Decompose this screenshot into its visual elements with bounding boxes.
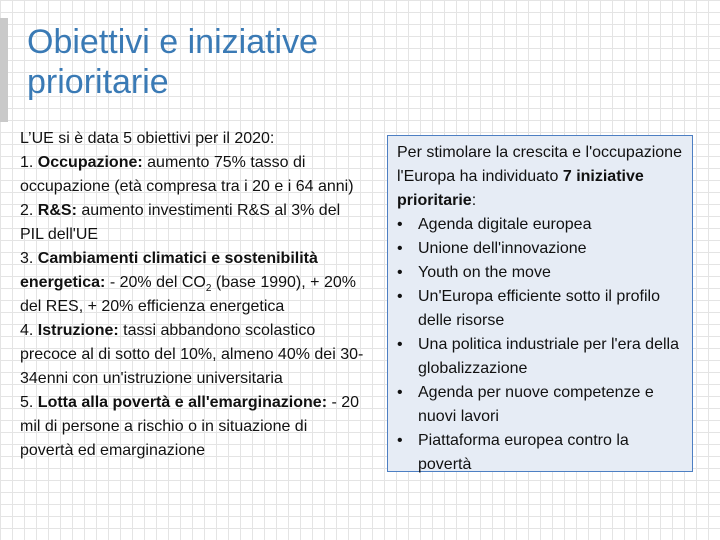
bullet-icon: •	[397, 336, 403, 353]
list-item: • Unione dell'innovazione	[397, 237, 684, 261]
list-item: • Una politica industriale per l'era della globalizzazione	[397, 333, 684, 381]
objective-item-4: 4. Istruzione: tassi abbandono scolastico precoce al di sotto del 10%, almeno 40% dei 30-34enni con un'istruzione universitaria	[20, 322, 364, 387]
objective-item-1: 1. Occupazione: aumento 75% tasso di occupazione (età compresa tra i 20 e i 64 anni)	[20, 154, 354, 195]
title-line-2: prioritarie	[27, 63, 169, 101]
bullet-icon: •	[397, 288, 403, 305]
initiatives-box	[387, 135, 693, 472]
list-item: • Piattaforma europea contro la povertà	[397, 429, 684, 477]
bullet-icon: •	[397, 216, 403, 233]
objectives-intro: L’UE si è data 5 obiettivi per il 2020:	[20, 130, 275, 147]
title-line-1: Obiettivi e iniziative	[27, 23, 319, 61]
list-item: • Youth on the move	[397, 261, 684, 285]
list-item: • Agenda per nuove competenze e nuovi lavori	[397, 381, 684, 429]
bullet-icon: •	[397, 432, 403, 449]
list-item: • Agenda digitale europea	[397, 213, 684, 237]
slide-title	[27, 22, 587, 102]
initiatives-intro: Per stimolare la crescita e l'occupazione l'Europa ha individuato 7 iniziative prioritarie:	[397, 144, 682, 209]
bullet-icon: •	[397, 240, 403, 257]
objectives-text	[20, 127, 365, 463]
bullet-icon: •	[397, 384, 403, 401]
objective-item-2: 2. R&S: aumento investimenti R&S al 3% del PIL dell'UE	[20, 202, 341, 243]
list-item: • Un'Europa efficiente sotto il profilo delle risorse	[397, 285, 684, 333]
initiatives-list	[397, 213, 684, 477]
objective-item-5: 5. Lotta alla povertà e all'emarginazione: - 20 mil di persone a rischio o in situazione di povertà ed emarginazione	[20, 394, 360, 459]
title-accent-line	[0, 18, 8, 122]
objective-item-3: 3. Cambiamenti climatici e sostenibilità energetica: - 20% del $CO_2$ (base 1990), + 20% del RES, + 20% efficienza energetica	[20, 250, 356, 315]
bullet-icon: •	[397, 264, 403, 281]
